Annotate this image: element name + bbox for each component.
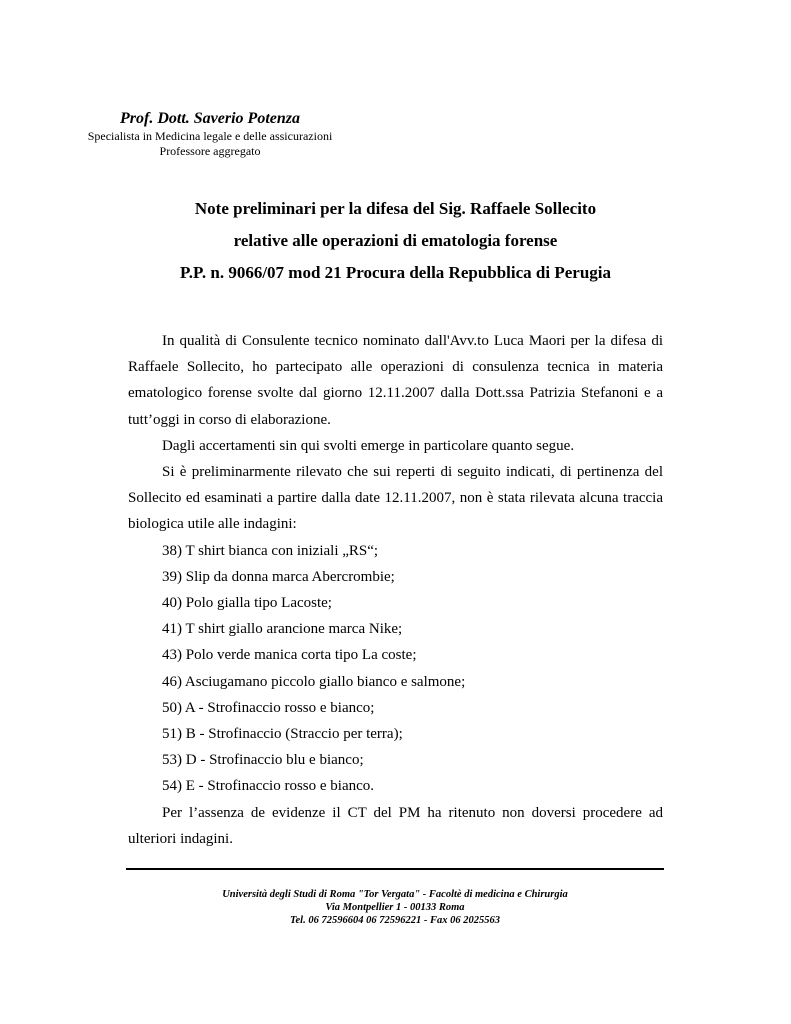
author-position: Professore aggregato xyxy=(159,144,261,158)
footer-university: Università degli Studi di Roma "Tor Vergata" - Facoltè di medicina e Chirurgia xyxy=(222,889,568,900)
footer-contacts: Tel. 06 72596604 06 72596221 - Fax 06 2025563 xyxy=(290,915,500,926)
title-line-2: relative alle operazioni di ematologia forense xyxy=(233,231,558,250)
intro-paragraph: In qualità di Consulente tecnico nominato dall'Avv.to Luca Maori per la difesa di Raffaele Sollecito, ho partecipato alle operazioni di consulenza tecnica in materia ematologico forense svolte dal giorno 12.11.2007 dalla Dott.ssa Patrizia Stefanoni e a tutt’oggi in corso di elaborazione. xyxy=(128,333,663,428)
list-item: 51) B - Strofinaccio (Straccio per terra); xyxy=(162,726,403,743)
list-item: 50) A - Strofinaccio rosso e bianco; xyxy=(162,699,375,716)
list-item: 46) Asciugamano piccolo giallo bianco e salmone; xyxy=(162,673,466,690)
reperti-list xyxy=(128,538,663,800)
list-item: 40) Polo gialla tipo Lacoste; xyxy=(162,595,332,612)
list-item: 41) T shirt giallo arancione marca Nike; xyxy=(162,621,403,638)
letterhead xyxy=(70,109,350,159)
author-specialty: Specialista in Medicina legale e delle assicurazioni xyxy=(87,129,333,143)
title-line-1: Note preliminari per la difesa del Sig. Raffaele Sollecito xyxy=(194,199,597,218)
findings-paragraph: Dagli accertamenti sin qui svolti emerge in particolare quanto segue. xyxy=(162,437,575,454)
footer-divider xyxy=(126,868,664,870)
list-item: 53) D - Strofinaccio blu e bianco; xyxy=(162,752,364,769)
list-item: 54) E - Strofinaccio rosso e bianco. xyxy=(162,778,375,795)
document-body xyxy=(128,328,663,852)
conclusion-paragraph: Per l’assenza de evidenze il CT del PM ha ritenuto non doversi procedere ad ulteriori indagini. xyxy=(128,804,663,847)
list-item: 39) Slip da donna marca Abercrombie; xyxy=(162,568,395,585)
reperti-intro-paragraph: Si è preliminarmente rilevato che sui reperti di seguito indicati, di pertinenza del Sollecito ed esaminati a partire dalla date 12.11.2007, non è stata rilevata alcuna traccia biologica utile alle indagini: xyxy=(128,464,663,533)
title-line-3: P.P. n. 9066/07 mod 21 Procura della Repubblica di Perugia xyxy=(179,263,612,282)
author-name: Prof. Dott. Saverio Potenza xyxy=(120,110,300,127)
footer xyxy=(126,888,664,927)
list-item: 43) Polo verde manica corta tipo La coste; xyxy=(162,647,417,664)
document-title xyxy=(0,193,791,289)
list-item: 38) T shirt bianca con iniziali „RS“; xyxy=(162,542,379,559)
footer-address: Via Montpellier 1 - 00133 Roma xyxy=(325,902,465,913)
